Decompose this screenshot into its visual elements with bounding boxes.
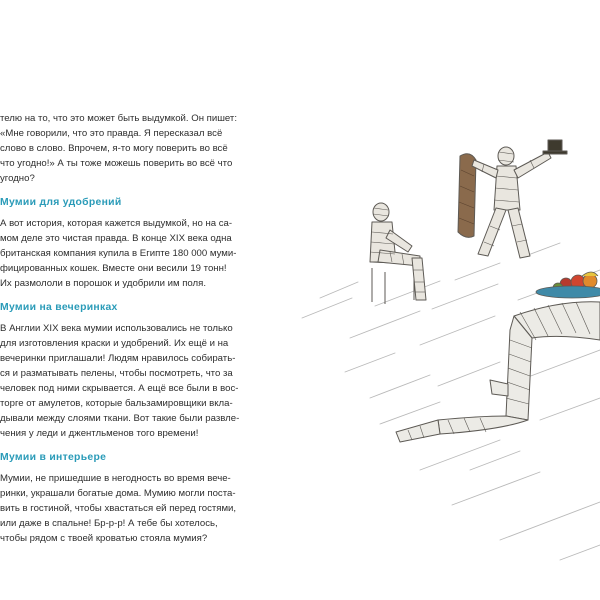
text-line: британская компания купила в Египте 180 000 муми- bbox=[0, 248, 237, 259]
text-line: ринки, украшали богатые дома. Мумию могли поста- bbox=[0, 488, 236, 499]
sitting-mummy bbox=[370, 203, 426, 304]
top-hat bbox=[548, 140, 562, 152]
text-line: слово в слово. Впрочем, я-то могу поверить во всё bbox=[0, 143, 228, 154]
text-line: дывали между слоями ткани. Вот такие были развле- bbox=[0, 413, 240, 424]
section-paragraph-parties bbox=[0, 321, 272, 441]
text-line: «Мне говорили, что это правда. Я пересказал всё bbox=[0, 128, 223, 139]
mummies-illustration bbox=[280, 130, 600, 600]
blue-plate bbox=[536, 286, 600, 298]
text-line: телю на то, что это может быть выдумкой. Он пишет: bbox=[0, 113, 237, 124]
text-line: человек под ними скрывается. А ещё все были в вос- bbox=[0, 383, 239, 394]
intro-paragraph bbox=[0, 111, 272, 186]
text-line: фицированных кошек. Вместе они весили 19 тонн! bbox=[0, 263, 227, 274]
text-line: ся и разматывать пелены, чтобы посмотреть, что за bbox=[0, 368, 233, 379]
text-line: или даже в спальне! Бр-р-р! А тебе бы хотелось, bbox=[0, 518, 218, 529]
section-paragraph-fertilizer bbox=[0, 216, 272, 291]
section-heading-fertilizer: Мумии для удобрений bbox=[0, 197, 122, 208]
text-line: для изготовления краски и удобрений. Их ещё и на bbox=[0, 338, 229, 349]
standing-mummy bbox=[458, 140, 567, 258]
text-line: Их размололи в порошок и удобрили им поля. bbox=[0, 278, 206, 289]
text-line: чтобы рядом с твоей кроватью стояла мумия? bbox=[0, 533, 208, 544]
text-line: В Англии XIX века мумии использовались не только bbox=[0, 323, 233, 334]
fruit-bowl bbox=[536, 272, 600, 298]
text-line: чения у леди и джентльменов того времени! bbox=[0, 428, 199, 439]
text-line: торге от амулетов, которые бальзамировщики вкла- bbox=[0, 398, 233, 409]
text-line: угодно? bbox=[0, 173, 35, 184]
section-paragraph-interior bbox=[0, 471, 272, 546]
text-line: Мумии, не пришедшие в негодность во время вече- bbox=[0, 473, 231, 484]
illustration-svg bbox=[280, 130, 600, 600]
section-heading-parties: Мумии на вечеринках bbox=[0, 302, 118, 313]
text-line: вечеринки приглашали! Людям нравилось собирать- bbox=[0, 353, 236, 364]
text-line: что угодно!» А ты тоже можешь поверить во всё что bbox=[0, 158, 233, 169]
text-line: А вот история, которая кажется выдумкой, но на са- bbox=[0, 218, 233, 229]
section-heading-interior: Мумии в интерьере bbox=[0, 452, 107, 463]
text-line: мом деле это чистая правда. В конце XIX века одна bbox=[0, 233, 232, 244]
crawling-mummy bbox=[396, 302, 600, 442]
text-line: вить в гостиной, чтобы хвастаться ей перед гостями, bbox=[0, 503, 237, 514]
text-column bbox=[0, 111, 272, 546]
